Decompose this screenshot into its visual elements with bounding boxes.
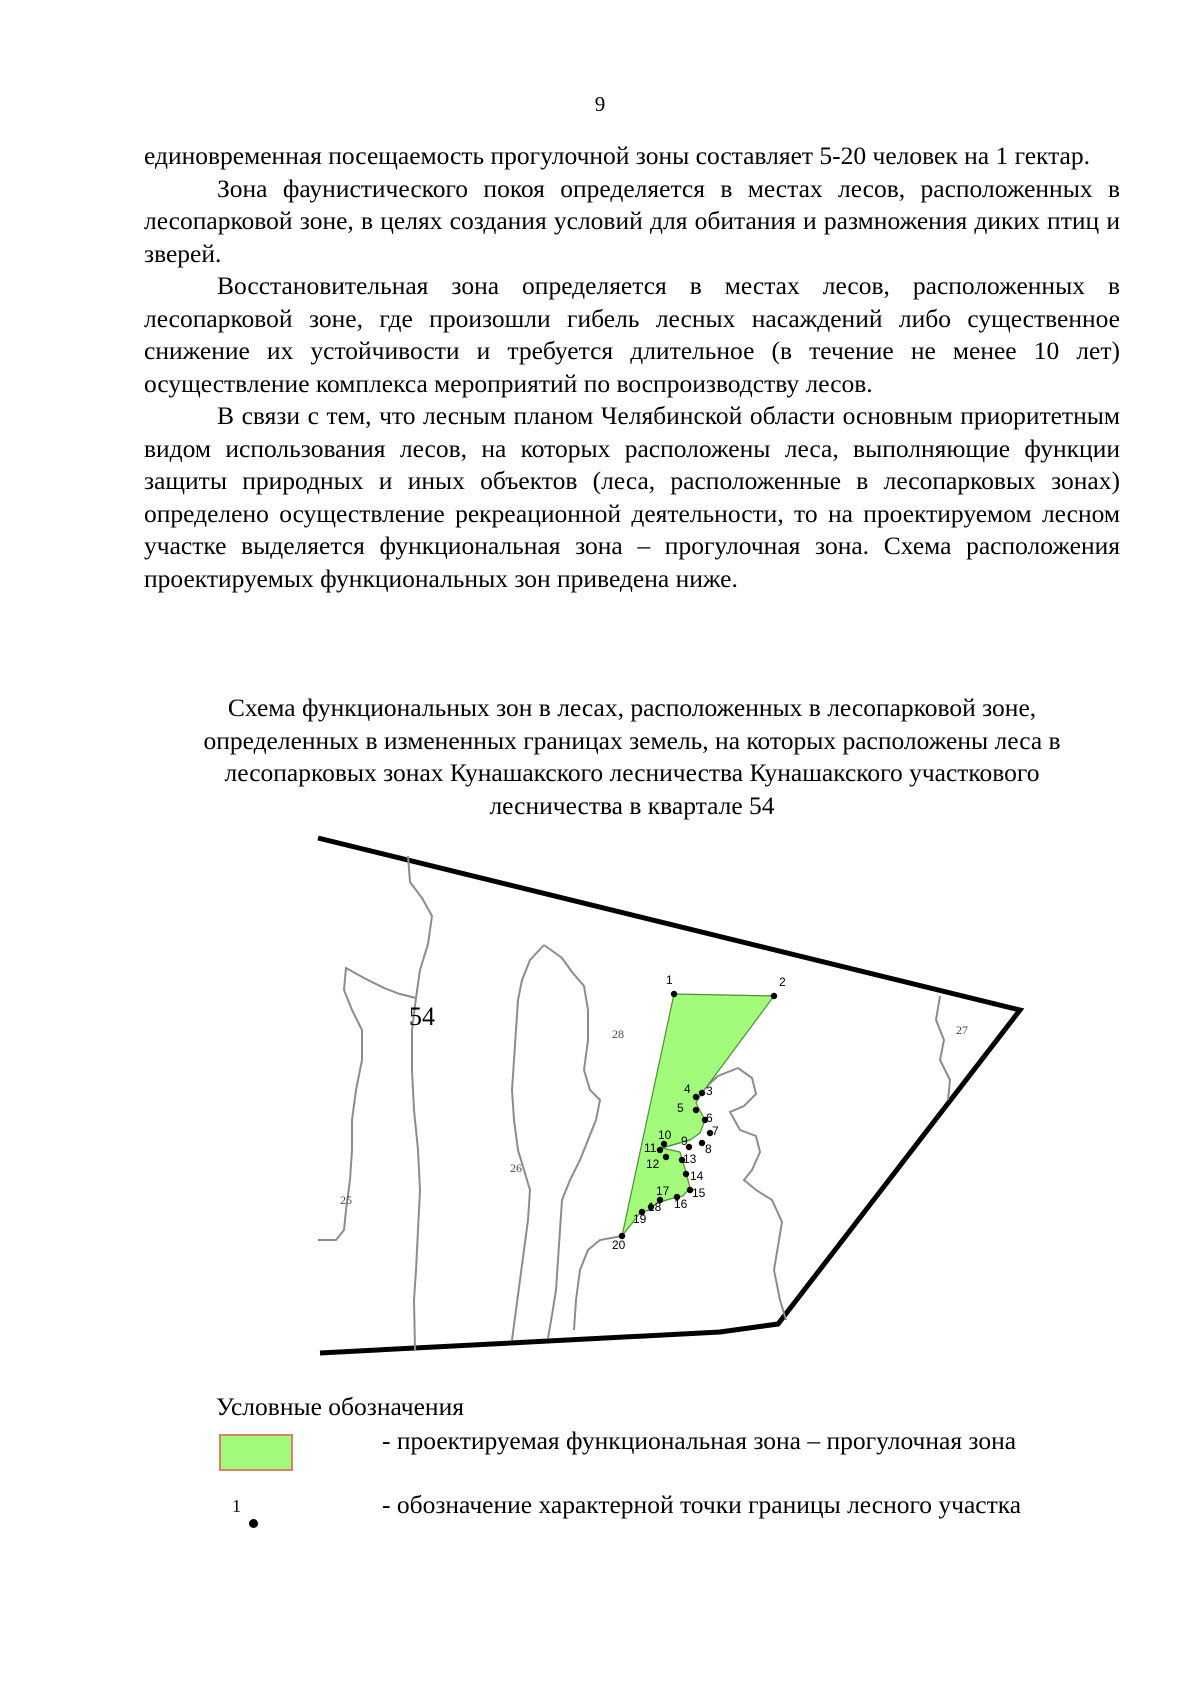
point-label: 12	[646, 1157, 660, 1171]
point-2-marker	[771, 993, 777, 999]
point-label: 1	[666, 973, 673, 987]
point-label: 19	[633, 1212, 647, 1226]
stand-boundary-center-left	[512, 945, 544, 1340]
point-3-marker	[699, 1090, 705, 1096]
point-label: 14	[690, 1169, 704, 1183]
stand-boundary-west-lobe	[318, 968, 416, 1240]
page-number: 9	[594, 92, 606, 116]
point-label: 3	[706, 1084, 713, 1098]
stand-label-25: 25	[340, 1193, 352, 1207]
legend-point-dot-icon	[249, 1519, 258, 1528]
paragraph-2: Зона фаунистического покоя определяется в местах лесов, расположенных в лесопарковой зоне, в целях создания условий для обитания и размножения диких птиц и зверей.	[144, 173, 1120, 268]
point-label: 15	[692, 1186, 706, 1200]
point-label: 7	[712, 1124, 719, 1138]
point-label: 16	[674, 1197, 688, 1211]
point-label: 10	[658, 1128, 672, 1142]
legend-heading: Условные обозначения	[216, 1392, 464, 1421]
point-label: 20	[612, 1238, 626, 1252]
scheme-title-line-4: лесничества в квартале 54	[489, 790, 775, 820]
stand-boundary-west	[408, 856, 432, 1350]
legend-point-text: - обозначение характерной точки границы лесного участка	[382, 1490, 1022, 1519]
point-label: 11	[644, 1141, 657, 1155]
point-label: 4	[684, 1082, 691, 1096]
paragraph-3: Восстановительная зона определяется в местах лесов, расположенных в лесопарковой зоне, где произошли гибель лесных насаждений либо существенное снижение их устойчивости и требуется длительное (в течение не менее 10 лет) осуществление комплекса мероприятий по воспроизводству лесов.	[144, 271, 1120, 398]
point-label: 18	[648, 1200, 662, 1214]
stand-boundary-east	[698, 1068, 786, 1320]
point-label: 9	[681, 1134, 688, 1148]
point-label: 5	[677, 1101, 684, 1115]
stand-boundary-27	[936, 996, 950, 1100]
point-label: 8	[705, 1142, 712, 1156]
legend-zone-text: - проектируемая функциональная зона – прогулочная зона	[382, 1426, 1017, 1455]
point-label: 2	[779, 975, 786, 989]
point-1-marker	[671, 991, 677, 997]
point-14-marker	[683, 1171, 689, 1177]
stand-label-27: 27	[956, 1023, 968, 1037]
point-label: 17	[656, 1184, 670, 1198]
point-5-marker	[693, 1107, 699, 1113]
point-4-marker	[693, 1094, 699, 1100]
point-11-marker	[657, 1147, 663, 1153]
point-label: 6	[706, 1111, 713, 1125]
stand-boundary-center	[544, 945, 600, 1338]
paragraph-4: В связи с тем, что лесным планом Челябинской области основным приоритетным видом использования лесов, на которых расположены леса, выполняющие функции защиты природных и иных объектов (леса, расположенные в лесопарковых зонах) определено осуществление рекреационной деятельности, то на проектируемом лесном участке выделяется функциональная зона – прогулочная зона. Схема расположения проектируемых функциональных зон приведена ниже.	[144, 401, 1120, 593]
legend-zone-swatch	[219, 1434, 293, 1471]
quarter-number: 54	[409, 1002, 435, 1031]
scheme-title-line-2: определенных в измененных границах земель, на которых расположены леса в	[203, 725, 1061, 755]
scheme-title-line-1: Схема функциональных зон в лесах, расположенных в лесопарковой зоне,	[227, 693, 1037, 722]
stand-label-28: 28	[612, 1027, 624, 1041]
point-12-marker	[663, 1154, 669, 1160]
paragraph-1: единовременная посещаемость прогулочной зоны составляет 5-20 человек на 1 гектар.	[144, 141, 1090, 170]
point-label: 13	[683, 1152, 697, 1166]
legend-point-label: 1	[232, 1496, 241, 1516]
stand-label-26: 26	[510, 1161, 522, 1175]
stand-boundaries	[318, 856, 950, 1350]
scheme-title-line-3: лесопарковых зонах Кунашакского лесничества Кунашакского участкового	[224, 758, 1040, 787]
